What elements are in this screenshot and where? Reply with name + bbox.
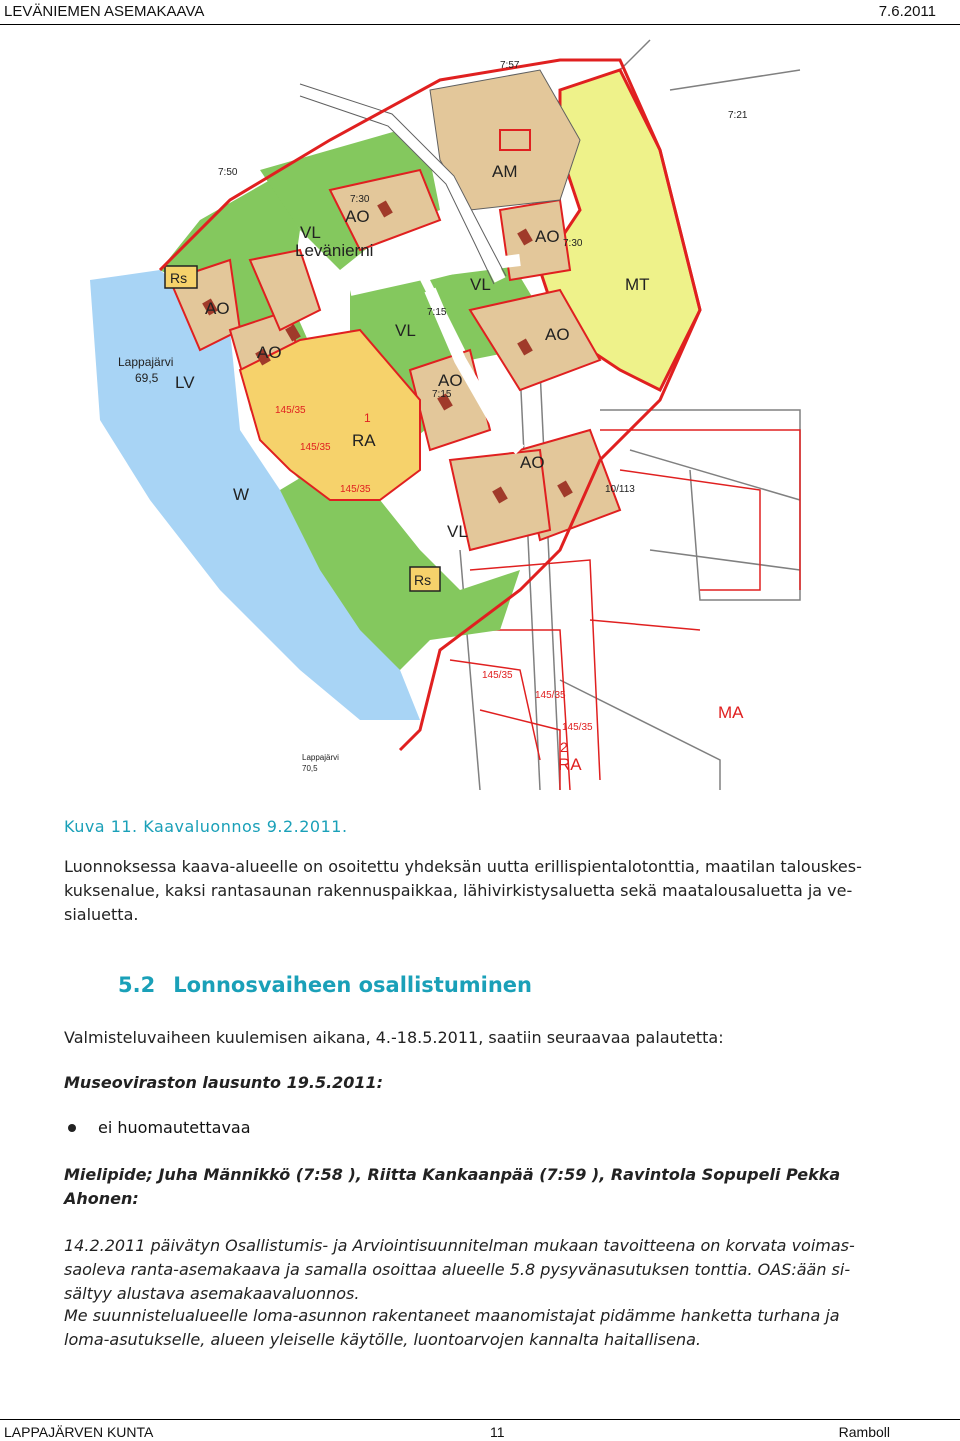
label-rs-2: Rs xyxy=(414,572,432,588)
label-vl-4: VL xyxy=(447,522,468,541)
label-ma: MA xyxy=(718,703,744,722)
label-lappajarvi: Lappajärvi xyxy=(118,355,174,369)
label-ao-3: AO xyxy=(205,299,230,318)
museo-heading: Museoviraston lausunto 19.5.2011: xyxy=(64,1073,384,1092)
opinion-line-3: sältyy alustava asemakaavaluonnos. xyxy=(64,1284,360,1303)
label-vl-1: VL xyxy=(300,223,321,242)
zoning-plan-map xyxy=(0,30,960,790)
intro-line-1: Luonnoksessa kaava-alueelle on osoitettu yhdeksän uutta erillispientalotonttia, maatilan talouskes- xyxy=(64,857,862,876)
document-date: 7.6.2011 xyxy=(878,3,936,20)
section-number: 5.2 xyxy=(118,973,156,997)
section-heading xyxy=(118,973,532,997)
parcel-730a: 7:30 xyxy=(350,194,370,205)
parcel-750: 7:50 xyxy=(218,167,238,178)
opinion-line-1: 14.2.2011 päivätyn Osallistumis- ja Arviointisuunnitelman mukaan tavoitteena on korvata voimas- xyxy=(64,1236,855,1255)
label-lv: LV xyxy=(175,373,195,392)
parcel-145-35f: 145/35 xyxy=(562,722,593,733)
label-am: AM xyxy=(492,162,518,181)
intro-line-3: sialuetta. xyxy=(64,905,139,924)
map-svg xyxy=(0,30,960,790)
figure-caption: Kuva 11. Kaavaluonnos 9.2.2011. xyxy=(64,817,348,836)
label-ao-2: AO xyxy=(535,227,560,246)
document-title: LEVÄNIEMEN ASEMAKAAVA xyxy=(4,3,205,20)
parcel-145-35b: 145/35 xyxy=(300,442,331,453)
bullet-text: ei huomautettavaa xyxy=(98,1118,251,1137)
label-rs-1: Rs xyxy=(170,270,188,286)
parcel-145-35a: 145/35 xyxy=(275,405,306,416)
label-ao-1: AO xyxy=(345,207,370,226)
label-lake-level: 69,5 xyxy=(135,371,159,385)
label-ao-5: AO xyxy=(545,325,570,344)
parcel-730b: 7:30 xyxy=(563,238,583,249)
parcel-1: 1 xyxy=(364,411,371,425)
label-ra: RA xyxy=(352,431,376,450)
opinion-heading-line-2: Ahonen: xyxy=(64,1189,139,1208)
page-number: 11 xyxy=(490,1424,505,1440)
label-vl-3: VL xyxy=(395,321,416,340)
label-levaniemi: Levänierni xyxy=(295,241,374,260)
label-ra-2: RA xyxy=(558,755,582,774)
parcel-145-35e: 145/35 xyxy=(535,690,566,701)
parcel-721: 7:21 xyxy=(728,110,748,121)
label-vl-2: VL xyxy=(470,275,491,294)
parcel-2: 2 xyxy=(560,739,568,755)
opinion-line-4: Me suunnistelualueelle loma-asunnon rakentaneet maanomistajat pidämme hanketta turhana ja xyxy=(64,1306,840,1325)
parcel-715b: 7:15 xyxy=(432,389,452,400)
label-level-small: 70,5 xyxy=(302,764,318,773)
opinion-heading-line-1: Mielipide; Juha Männikkö (7:58 ), Riitta Kankaanpää (7:59 ), Ravintola Sopupeli Pekka xyxy=(64,1165,841,1184)
page-header xyxy=(0,0,960,25)
label-lappajarvi-small: Lappajärvi xyxy=(302,753,339,762)
label-ao-7: AO xyxy=(520,453,545,472)
parcel-715a: 7:15 xyxy=(427,307,447,318)
section-title: Lonnosvaiheen osallistuminen xyxy=(173,973,532,997)
label-ao-4: AO xyxy=(257,343,282,362)
intro-line-2: kuksenalue, kaksi rantasaunan rakennuspaikkaa, lähivirkistysaluetta sekä maatalousaluetta ja ve- xyxy=(64,881,853,900)
parcel-757: 7:57 xyxy=(500,60,520,71)
parcel-145-35d: 145/35 xyxy=(482,670,513,681)
parcel-10-113: 10/113 xyxy=(605,484,635,495)
parcel-145-35c: 145/35 xyxy=(340,484,371,495)
opinion-line-5: loma-asutukselle, alueen yleiselle käytölle, luontoarvojen kannalta haitallisena. xyxy=(64,1330,701,1349)
label-w: W xyxy=(233,485,250,504)
opinion-line-2: saoleva ranta-asemakaava ja samalla osoittaa alueelle 5.8 pysyvänasutuksen tonttia. OAS:ään si- xyxy=(64,1260,851,1279)
label-ao-6: AO xyxy=(438,371,463,390)
footer-company: Ramboll xyxy=(838,1424,890,1440)
page-footer xyxy=(0,1419,960,1441)
bullet-dot xyxy=(68,1124,76,1132)
consultation-text: Valmisteluvaiheen kuulemisen aikana, 4.-18.5.2011, saatiin seuraavaa palautetta: xyxy=(64,1028,724,1047)
footer-municipality: LAPPAJÄRVEN KUNTA xyxy=(4,1424,154,1440)
bullet-item xyxy=(64,1118,251,1137)
label-mt: MT xyxy=(625,275,650,294)
